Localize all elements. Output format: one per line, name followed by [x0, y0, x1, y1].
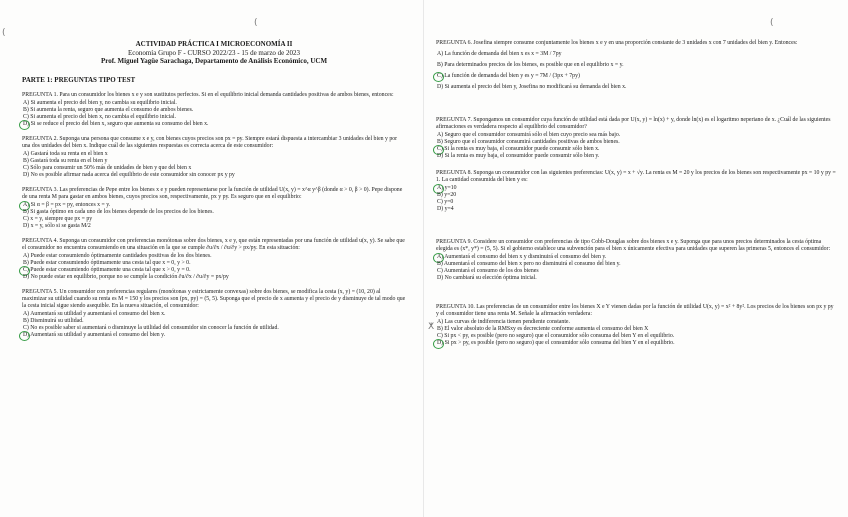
- question-text: PREGUNTA 8. Suponga un consumidor con las siguientes preferencias: U(x, y) = x + √y. La renta es M = 20 y los precios de los bienes son respectivamente px = 10 y py = 1. La cantidad consumida del bien y es:: [436, 170, 836, 183]
- scan-mark-top-right: (: [770, 18, 774, 28]
- option-a: [436, 185, 836, 192]
- option-c: [436, 146, 836, 153]
- professor-line: Prof. Miguel Yagüe Sarachaga, Departamento de Análisis Económico, UCM: [100, 57, 328, 65]
- option-a: [22, 202, 406, 209]
- question-text: PREGUNTA 5. Un consumidor con preferencias regulares (monótonas y estrictamente convexas) sobre dos bienes, se modifica la cesta (x, y) = (10, 20) al maximizar su utilidad cuando su renta es M = 150 y los precios son (px, py) = (5, 5). Suponga que el precio de x aumenta y el precio de y disminuye de tal modo que la cesta inicial sigue siendo asequible. En la nueva situación, el consumidor:: [22, 288, 406, 309]
- option-d: [436, 340, 836, 347]
- option-c-text: C) Si la renta es muy baja, el consumidor puede consumir sólo bien x.: [437, 146, 600, 152]
- question-9: [436, 239, 836, 282]
- option-d-text: D) Si px > py, es posible (pero no seguro) que el consumidor sólo consuma del bien Y en el equilibrio.: [437, 340, 675, 346]
- left-column: [22, 40, 406, 347]
- option-c: C) No es posible saber si aumentará o disminuye la utilidad del consumidor sin conocer la función de utilidad.: [23, 324, 279, 331]
- question-8: [436, 170, 836, 213]
- option-b: B) y=20: [437, 192, 457, 198]
- question-1: [22, 92, 406, 128]
- option-b: B) El valor absoluto de la RMSxy es decreciente conforme aumenta el consumo del bien X: [437, 326, 649, 332]
- scan-mark-top-left: (: [254, 18, 258, 28]
- option-c: C) x = y, siempre que px = py: [23, 215, 93, 222]
- answer-circle: [19, 120, 30, 130]
- option-d: D) No puede estar en equilibrio, porque no se cumple la condición ∂u/∂x / ∂u/∂y = px/py: [23, 273, 229, 280]
- option-a: A) Puede estar consumiendo óptimamente cantidades positivas de los dos bienes.: [23, 252, 212, 259]
- part-title: PARTE 1: PREGUNTAS TIPO TEST: [22, 75, 136, 84]
- option-d-text: D) Si se reduce el precio del bien x, seguro que aumenta su consumo del bien x.: [23, 120, 209, 127]
- question-text: PREGUNTA 6. Josefina siempre consume conjuntamente los bienes x e y en una proporción constante de 3 unidades x con 7 unidades del bien y. Entonces:: [436, 40, 798, 46]
- question-3: [22, 187, 406, 230]
- option-a-text: A) Si α = β = px = py, entonces x = y.: [23, 201, 111, 208]
- option-d: D) x = y, sólo si se gasta M/2: [23, 222, 91, 229]
- question-text: PREGUNTA 7. Supongamos un consumidor cuya función de utilidad está dada por U(x, y) = ln(x) + y, donde ln(x) es el logaritmo neperiano de x. ¿Cuál de las siguientes afirmaciones es verdadera respecto al equilibrio del consumidor?: [436, 117, 831, 130]
- question-4: [22, 238, 406, 281]
- option-b: B) Si gasta óptimo en cada uno de los bienes depende de los precios de los bienes.: [23, 208, 214, 215]
- option-b: B) Aumentará el consumo del bien x pero no disminuirá el consumo del bien y.: [437, 261, 621, 267]
- option-d: D) No cambiará su elección óptima inicial.: [437, 275, 537, 281]
- question-text: PREGUNTA 4. Suponga un consumidor con preferencias monótonas sobre dos bienes, x e y, que están representadas por una función de utilidad u(x, y). Se sabe que el consumidor no encuentra consumiendo en una situación en la que se cumple ∂u/∂x / ∂u/∂y > px/py. En esta situación:: [22, 237, 405, 251]
- option-c: C) y=0: [437, 199, 454, 205]
- question-5: [22, 289, 406, 339]
- question-2: [22, 136, 406, 179]
- option-c: C) Si px < py, es posible (pero no seguro) que el consumidor sólo consuma del bien Y en el equilibrio.: [437, 333, 675, 339]
- option-a: A) Gastará toda su renta en el bien x: [23, 150, 108, 157]
- option-d: [22, 121, 406, 128]
- option-a: [436, 254, 836, 261]
- document-title: ACTIVIDAD PRÁCTICA I MICROECONOMÍA II: [135, 40, 293, 48]
- question-10: [436, 304, 836, 347]
- scan-mark-margin: ⵅ: [428, 322, 434, 332]
- option-b: B) Seguro que el consumidor consumirá cantidades positivas de ambos bienes.: [437, 139, 620, 145]
- option-a: A) Si aumenta el precio del bien y, no cambia su equilibrio inicial.: [23, 99, 177, 106]
- option-a-text: A) Aumentará el consumo del bien x y disminuirá el consumo del bien y.: [437, 254, 607, 260]
- option-b: B) Puede estar consumiendo óptimamente una cesta tal que x = 0, y > 0.: [23, 259, 191, 266]
- option-a: A) Aumentará su utilidad y aumentará el consumo del bien x.: [23, 310, 166, 317]
- option-d-text: D) Aumentará su utilidad y aumentará el consumo del bien y.: [23, 331, 166, 338]
- scan-mark-left: (: [2, 28, 6, 38]
- option-c-text: C) Puede estar consumiendo óptimamente una cesta tal que x > 0, y = 0.: [23, 266, 191, 273]
- question-text: PREGUNTA 10. Las preferencias de un consumidor entre los bienes X e Y vienen dadas por la función de utilidad U(x, y) = x² + 8y². Los precios de los bienes son px y py y el consumidor tiene una renta M. Señale la afirmación verdadera:: [436, 304, 834, 317]
- option-d: D) y=4: [437, 206, 454, 212]
- answer-circle: [433, 339, 444, 349]
- option-b: B) Disminuirá su utilidad.: [23, 317, 84, 324]
- option-c: C) Si aumenta el precio del bien x, no cambia el equilibrio inicial.: [23, 113, 176, 120]
- option-a: A) Las curvas de indiferencia tienen pendiente constante.: [437, 319, 570, 325]
- option-d: D) No es posible afirmar nada acerca del equilibrio de este consumidor sin conocer px y py: [23, 171, 235, 178]
- option-c: [436, 73, 836, 80]
- option-a: A) Seguro que el consumidor consumirá sólo el bien cuyo precio sea más bajo.: [437, 132, 621, 138]
- option-c: C) Sólo para consumir un 50% más de unidades de bien y que del bien x: [23, 164, 192, 171]
- question-text: PREGUNTA 1. Para un consumidor los bienes x e y son sustitutos perfectos. Si en el equilibrio inicial demanda cantidades positivas de ambos bienes, entonces:: [22, 91, 394, 98]
- answer-circle: [19, 331, 30, 341]
- question-7: [436, 117, 836, 160]
- option-b: B) Gastará toda su renta en el bien y: [23, 157, 108, 164]
- course-line: Economía Grupo F - CURSO 2022/23 - 15 de marzo de 2023: [127, 48, 301, 57]
- question-text: PREGUNTA 2. Suponga una persona que consume x e y, con bienes cuyos precios son px = py. Siempre estará dispuesta a intercambiar 3 unidades del bien y por una dos unidades del bien x. Indique cuál de las siguientes respuestas es correcta acerca de este consumidor:: [22, 135, 398, 149]
- option-d: [22, 332, 406, 339]
- option-a-text: A) y=10: [437, 185, 457, 191]
- option-b: B) Si aumenta la renta, seguro que aumenta el consumo de ambos bienes.: [23, 106, 194, 113]
- option-c: [22, 267, 406, 274]
- option-a: A) La función de demanda del bien x es x = 3M / 7py: [437, 51, 562, 57]
- option-d: D) Si aumenta el precio del bien y, Josefina no modificará su demanda del bien x.: [437, 84, 627, 90]
- question-6: [436, 40, 836, 91]
- answer-circle: [433, 72, 444, 82]
- option-d: D) Si la renta es muy baja, el consumidor puede consumir sólo bien y.: [437, 153, 600, 159]
- question-text: PREGUNTA 3. Las preferencias de Pepe entre los bienes x e y pueden representarse por la función de utilidad U(x, y) = x^α y^β (donde α > 0, β > 0). Pepe dispone de una renta M para gastar en ambos bienes, cuyos precios son, respectivamente, px y py. Es seguro que en el equilibrio:: [22, 186, 403, 200]
- right-page: [424, 0, 848, 517]
- option-c: C) Aumentará el consumo de los dos bienes: [437, 268, 539, 274]
- option-c-text: C) La función de demanda del bien y es y = 7M / (3px + 7py): [437, 73, 580, 79]
- option-b: B) Para determinados precios de los bienes, es posible que en el equilibrio x = y.: [437, 62, 624, 68]
- question-text: PREGUNTA 9. Considere un consumidor con preferencias de tipo Cobb-Douglas sobre dos bienes x e y. Suponga que para unos precios determinados la cesta óptima elegida es (x*, y*) = (5, 5). Si el gobierno establece una subvención para el bien x únicamente efectiva para unidades que superen las primeras 5, entonces el consumidor:: [436, 239, 831, 252]
- right-column: [436, 40, 836, 355]
